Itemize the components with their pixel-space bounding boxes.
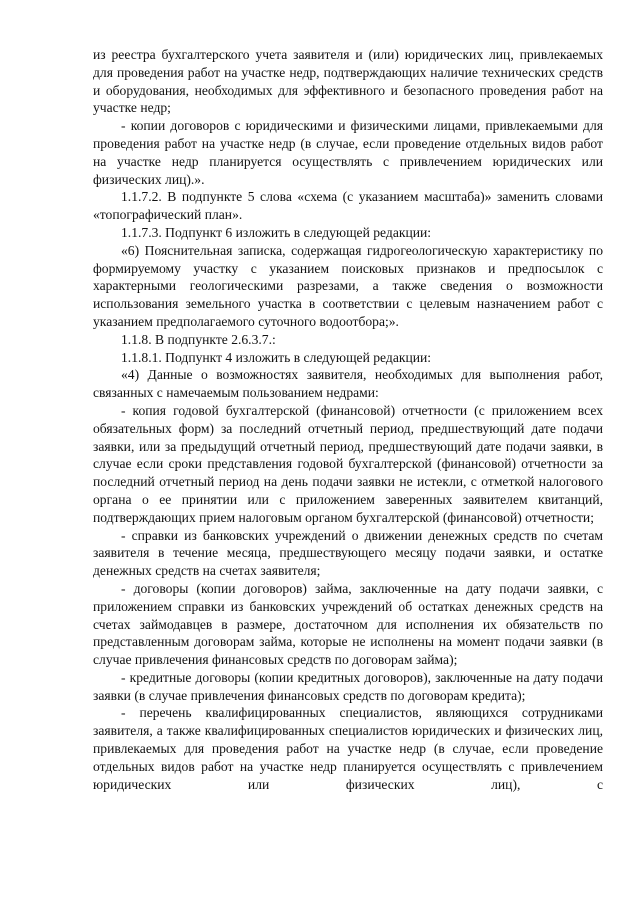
document-paragraph: - справки из банковских учреждений о движении денежных средств по счетам заявителя в течение месяца, предшествующего месяцу подачи заявки, и остатке денежных средств на счетах заявителя; [93, 527, 603, 579]
document-paragraph: - кредитные договоры (копии кредитных договоров), заключенные на дату подачи заявки (в случае привлечения финансовых средств по договорам кредита); [93, 669, 603, 703]
document-paragraph: - перечень квалифицированных специалистов, являющихся сотрудниками заявителя, а также квалифицированных специалистов юридических и физических лиц, привлекаемых для проведения работ на участке недр (в случае, если проведение отдельных видов работ на участке недр планируется осуществлять с привлечением юридических или физических лиц), с [93, 705, 603, 792]
document-paragraph: 1.1.7.3. Подпункт 6 изложить в следующей редакции: [121, 224, 432, 240]
document-body [93, 46, 603, 793]
document-paragraph: 1.1.8. В подпункте 2.6.3.7.: [121, 331, 276, 347]
document-paragraph: «6) Пояснительная записка, содержащая гидрогеологическую характеристику по формируемому участку с указанием поисковых признаков и предпосылок с характерными геологическими разрезами, а также сведения о возможности использования земельного участка в соответствии с целевым назначением работ с указанием предполагаемого суточного водоотбора;». [93, 242, 603, 329]
document-paragraph: - копии договоров с юридическими и физическими лицами, привлекаемыми для проведения работ на участке недр (в случае, если проведение отдельных видов работ на участке недр планируется осуществлять с привлечением юридических или физических лиц).». [93, 118, 603, 187]
document-paragraph: из реестра бухгалтерского учета заявителя и (или) юридических лиц, привлекаемых для проведения работ на участке недр, подтверждающих наличие технических средств и оборудования, необходимых для эффективного и безопасного проведения работ на участке недр; [93, 47, 603, 116]
document-paragraph: 1.1.7.2. В подпункте 5 слова «схема (с указанием масштаба)» заменить словами «топографический план». [93, 189, 603, 223]
document-paragraph: - договоры (копии договоров) займа, заключенные на дату подачи заявки, с приложением справки из банковских учреждений об остатках денежных средств на счетах займодавцев в размере, достаточном для исполнения их обязательств по представленным договорам займа, которые не исполнены на момент подачи заявки (в случае привлечения финансовых средств по договорам займа); [93, 580, 603, 668]
document-paragraph: 1.1.8.1. Подпункт 4 изложить в следующей редакции: [121, 349, 432, 365]
document-paragraph: - копия годовой бухгалтерской (финансовой) отчетности (с приложением всех обязательных форм) за последний отчетный период, предшествующий дате подачи заявки, или за предыдущий отчетный период, предшествующий дате подачи заявки, в случае если сроки представления годовой бухгалтерской (финансовой) отчетности за последний отчетный период на день подачи заявки не истекли, с отметкой налогового органа о ее принятии или с приложением заверенных заявителем квитанций, подтверждающих прием налоговым органом бухгалтерской (финансовой) отчетности; [93, 402, 603, 525]
document-paragraph: «4) Данные о возможностях заявителя, необходимых для выполнения работ, связанных с намечаемым пользованием недрами: [93, 367, 603, 401]
